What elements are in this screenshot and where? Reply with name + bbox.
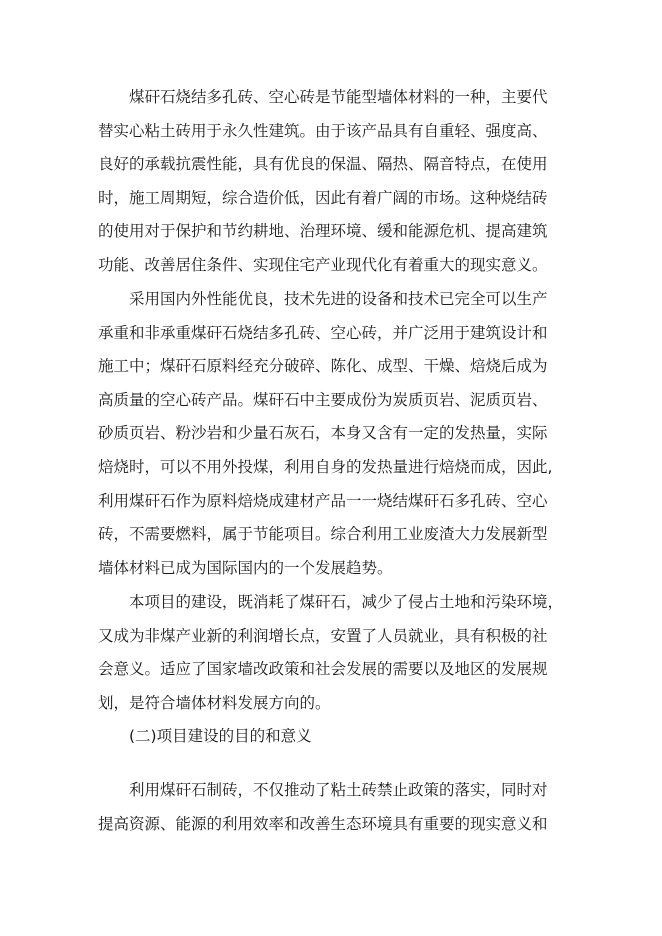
text-line: 焙烧时，可以不用外投煤，利用自身的发热量进行焙烧而成，因此, [98,458,553,476]
text-line: 替实心粘土砖用于永久性建筑。由于该产品具有自重轻、强度高、 [98,122,548,140]
text-line: 会意义。适应了国家墙改政策和社会发展的需要以及地区的发展规 [98,660,548,678]
text-line: 墙体材料已成为国际国内的一个发展趋势。 [98,559,393,577]
text-line: 划，是符合墙体材料发展方向的。 [98,694,331,712]
text-line: 采用国内外性能优良，技术先进的设备和技术已完全可以生产 [129,290,548,308]
text-line: 承重和非承重煤矸石烧结多孔砖、空心砖，并广泛用于建筑设计和 [98,324,548,342]
text-line: 煤矸石烧结多孔砖、空心砖是节能型墙体材料的一种，主要代 [129,88,548,106]
text-line: 利用煤矸石作为原料焙烧成建材产品一一烧结煤矸石多孔砖、空心 [98,492,548,510]
text-line: 本项目的建设，既消耗了煤矸石，减少了侵占土地和污染环境， [129,593,564,611]
text-line: 施工中；煤矸石原料经充分破碎、陈化、成型、干燥、焙烧后成为 [98,357,548,375]
section-title: (二)项目建设的目的和意义 [129,727,312,745]
text-line: 功能、改善居住条件、实现住宅产业现代化有着重大的现实意义。 [98,256,548,274]
text-line: 的使用对于保护和节约耕地、治理环境、缓和能源危机、提高建筑 [98,222,548,240]
text-line: 时，施工周期短，综合造价低，因此有着广阔的市场。这种烧结砖 [98,189,548,207]
text-line: 良好的承载抗震性能，具有优良的保温、隔热、隔音特点，在使用 [98,155,548,173]
text-line: 高质量的空心砖产品。煤矸石中主要成份为炭质页岩、泥质页岩、 [98,391,548,409]
text-line: 砂质页岩、粉沙岩和少量石灰石，本身又含有一定的发热量，实际 [98,424,548,442]
text-line: 又成为非煤产业新的利润增长点，安置了人员就业，具有积极的社 [98,627,548,645]
text-line: 利用煤矸石制砖，不仅推动了粘土砖禁止政策的落实，同时对 [129,781,548,799]
text-line: 砖，不需要燃料，属于节能项目。综合利用工业废渣大力发展新型 [98,525,548,543]
text-line: 提高资源、能源的利用效率和改善生态环境具有重要的现实意义和 [98,815,548,833]
